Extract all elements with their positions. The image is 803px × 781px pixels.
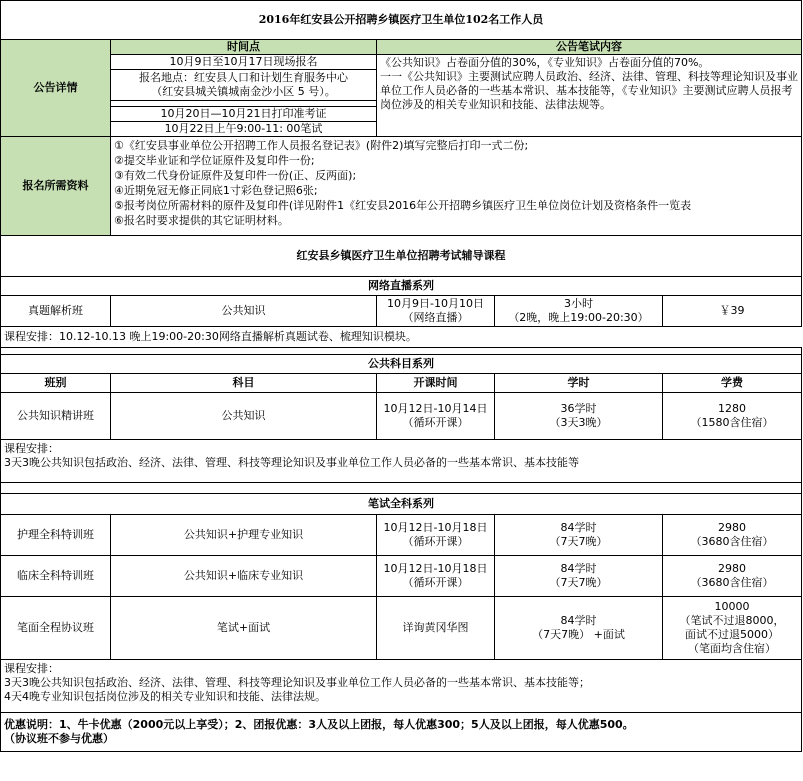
- header-class: 班别: [1, 374, 111, 393]
- materials-list: [111, 137, 802, 236]
- fee-line: 1280: [718, 402, 746, 415]
- time-note: （循环开课）: [402, 416, 469, 429]
- class-time: [377, 556, 495, 597]
- class-fee: [663, 597, 802, 660]
- fee-note: （笔试不过退8000，: [679, 614, 785, 627]
- class-name: 真题解析班: [1, 296, 111, 327]
- class-subject: 公共知识: [111, 296, 377, 327]
- time-header: 时间点: [111, 40, 377, 55]
- exam-content-line: 《公共知识》占卷面分值的30%，《专业知识》占卷面分值的70%。: [380, 56, 710, 69]
- header-fee: 学费: [663, 374, 802, 393]
- time-written-exam: 10月22日上午9:00-11: 00笔试: [111, 122, 377, 137]
- hours-line: 36学时: [560, 402, 597, 415]
- class-name: 公共知识精讲班: [1, 393, 111, 440]
- class-subject: 公共知识+护理专业知识: [111, 515, 377, 556]
- discount-note: [1, 713, 802, 752]
- content-header: 公告笔试内容: [377, 40, 802, 55]
- class-name: 笔面全程协议班: [1, 597, 111, 660]
- page-title: 2016年红安县公开招聘乡镇医疗卫生单位102名工作人员: [1, 1, 802, 40]
- class-subject: 公共知识: [111, 393, 377, 440]
- time-note: （循环开课）: [402, 535, 469, 548]
- time-line: 10月12日-10月18日: [383, 521, 488, 534]
- hours-note: （3天3晚）: [549, 416, 608, 429]
- class-fee: [663, 556, 802, 597]
- class-fee: [663, 515, 802, 556]
- series-live: 网络直播系列: [1, 277, 802, 296]
- materials-item: ⑥报名时要求提供的其它证明材料。: [114, 214, 289, 227]
- hours-note: （2晚，晚上19:00-20:30）: [508, 311, 649, 324]
- exam-content-line: 一一《公共知识》主要测试应聘人员政治、经济、法律、管理、科技等理论知识及事业单位工作人员必备的一些基本常识、基本技能等，《专业知识》主要测试应聘人员报考岗位涉及的相关专业知识和技能、法律法规等。: [380, 70, 798, 111]
- hours-line: 84学时: [560, 614, 597, 627]
- class-hours: [495, 393, 663, 440]
- spacer-cell: [1, 483, 802, 494]
- series-full: 笔试全科系列: [1, 494, 802, 515]
- class-hours: [495, 556, 663, 597]
- header-hours: 学时: [495, 374, 663, 393]
- fee-note: （笔面均含住宿）: [688, 642, 776, 655]
- notice-label: 公告详情: [1, 40, 111, 137]
- materials-item: ③有效二代身份证原件及复印件一份(正、反两面);: [114, 169, 357, 182]
- fee-line: 2980: [718, 521, 746, 534]
- full-schedule: [1, 660, 802, 713]
- class-hours: [495, 296, 663, 327]
- time-line: 详询黄冈华图: [402, 621, 469, 634]
- time-line: 10月9日-10月10日: [387, 297, 484, 310]
- exam-content: [377, 55, 802, 137]
- hours-line: 3小时: [564, 297, 593, 310]
- hours-note: （7天7晚）: [549, 535, 608, 548]
- live-schedule: 课程安排：10.12-10.13 晚上19:00-20:30网络直播解析真题试卷、梳理知识模块。: [1, 327, 802, 348]
- series-public: 公共科目系列: [1, 355, 802, 374]
- schedule-text: 4天4晚专业知识包括岗位涉及的相关专业知识和技能、法律法规。: [4, 690, 326, 703]
- class-name: 临床全科特训班: [1, 556, 111, 597]
- class-subject: 公共知识+临床专业知识: [111, 556, 377, 597]
- time-registration: 10月9日至10月17日现场报名: [111, 55, 377, 70]
- class-subject: 笔试+面试: [111, 597, 377, 660]
- fee-note: （3680含住宿）: [690, 576, 774, 589]
- materials-item: ①《红安县事业单位公开招聘工作人员报名登记表》(附件2)填写完整后打印一式二份;: [114, 139, 529, 152]
- time-print-ticket: 10月20日—10月21日打印准考证: [111, 107, 377, 122]
- time-line: 10月12日-10月14日: [383, 402, 488, 415]
- fee-note: （3680含住宿）: [690, 535, 774, 548]
- schedule-text: 3天3晚公共知识包括政治、经济、法律、管理、科技等理论知识及事业单位工作人员必备的一些基本常识、基本技能等: [4, 456, 579, 469]
- location-line: 报名地点：红安县人口和计划生育服务中心: [139, 71, 348, 84]
- class-hours: [495, 597, 663, 660]
- time-line: 10月12日-10月18日: [383, 562, 488, 575]
- materials-item: ④近期免冠无修正同底1寸彩色登记照6张;: [114, 184, 318, 197]
- location-address: （红安县城关镇城南金沙小区 5 号）。: [151, 85, 336, 98]
- schedule-label: 课程安排：: [4, 662, 59, 675]
- class-name: 护理全科特训班: [1, 515, 111, 556]
- class-fee: ￥39: [663, 296, 802, 327]
- materials-item: ②提交毕业证和学位证原件及复印件一份;: [114, 154, 315, 167]
- class-time: [377, 296, 495, 327]
- fee-line: 10000: [714, 600, 750, 613]
- header-time: 开课时间: [377, 374, 495, 393]
- discount-exclusion: （协议班不参与优惠）: [4, 732, 114, 745]
- time-note: （循环开课）: [402, 576, 469, 589]
- course-title: 红安县乡镇医疗卫生单位招聘考试辅导课程: [1, 236, 802, 277]
- schedule-label: 课程安排：: [4, 442, 59, 455]
- class-time: [377, 393, 495, 440]
- class-time: [377, 515, 495, 556]
- spacer-cell: [1, 348, 802, 355]
- fee-line: 2980: [718, 562, 746, 575]
- materials-item: ⑤报考岗位所需材料的原件及复印件(详见附件1《红安县2016年公开招聘乡镇医疗卫生单位岗位计划及资格条件一览表: [114, 199, 692, 212]
- fee-note: （1580含住宿）: [690, 416, 774, 429]
- hours-note: （7天7晚） +面试: [532, 628, 625, 641]
- schedule-text: 3天3晚公共知识包括政治、经济、法律、管理、科技等理论知识及事业单位工作人员必备的一些基本常识、基本技能等；: [4, 676, 590, 689]
- hours-line: 84学时: [560, 521, 597, 534]
- hours-line: 84学时: [560, 562, 597, 575]
- hours-note: （7天7晚）: [549, 576, 608, 589]
- fee-note: 面试不过退5000）: [685, 628, 779, 641]
- public-schedule: [1, 440, 802, 483]
- discount-line: 优惠说明：1、牛卡优惠（2000元以上享受）；2、团报优惠：3人及以上团报，每人优惠300；5人及以上团报，每人优惠500。: [4, 718, 634, 731]
- class-fee: [663, 393, 802, 440]
- header-subject: 科目: [111, 374, 377, 393]
- class-hours: [495, 515, 663, 556]
- class-time: [377, 597, 495, 660]
- registration-location: [111, 70, 377, 101]
- time-note: （网络直播）: [402, 311, 469, 324]
- materials-label: 报名所需资料: [1, 137, 111, 236]
